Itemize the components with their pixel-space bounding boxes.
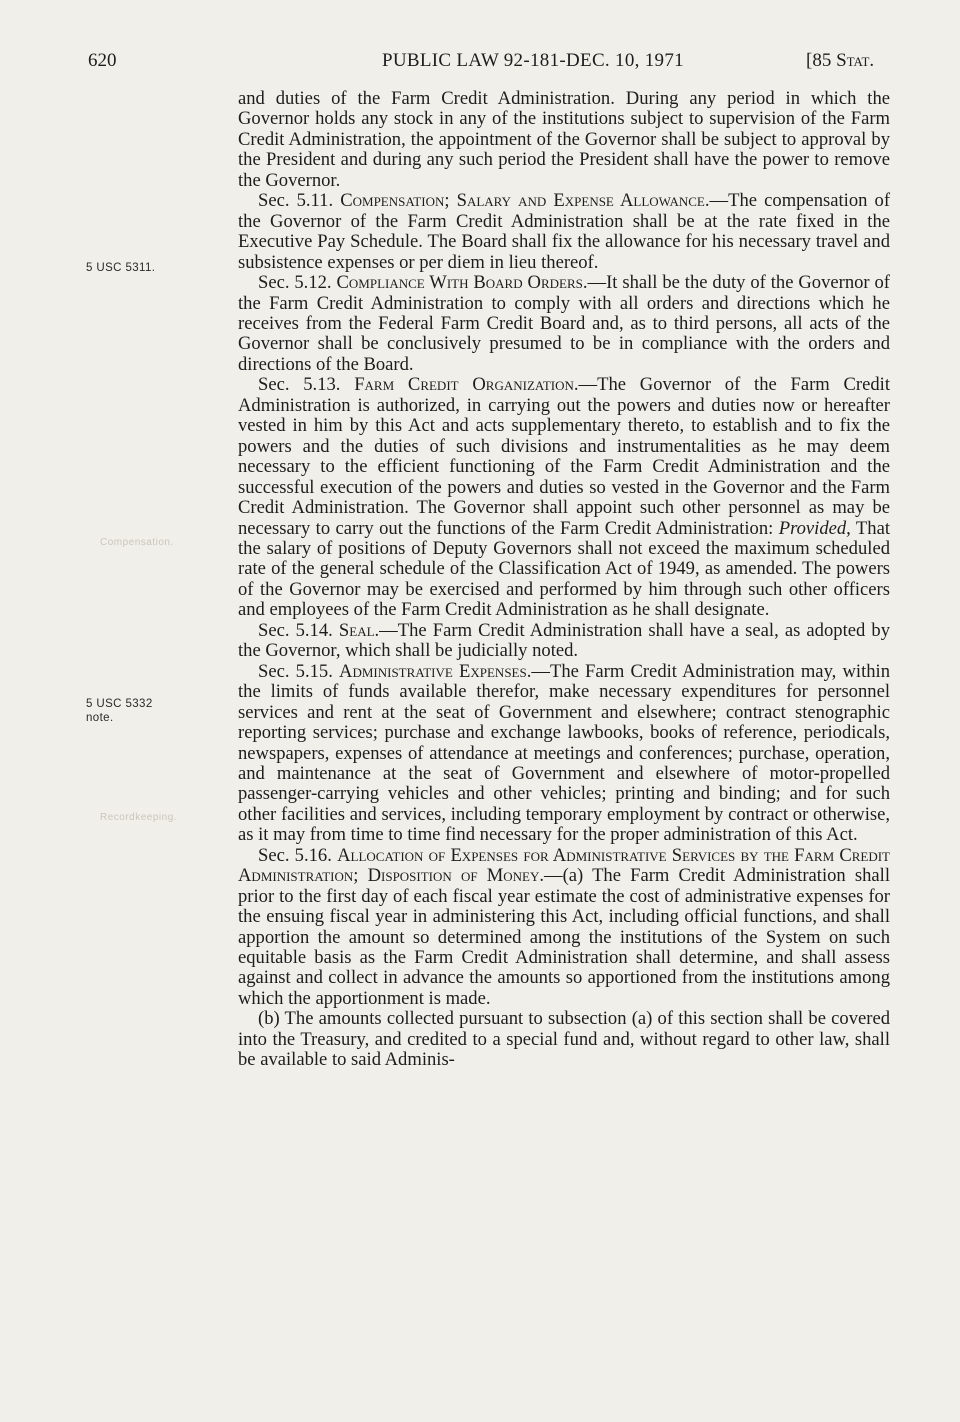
section-text: —(a) The Farm Credit Administration shall prior to the first day of each fiscal year estimate the cost of administrative expenses for the ensuing fiscal year in administering this Act, including official functions, and shall apportion the amount so determined among the institutions of the System on such equitable basis as the Farm Credit Administration shall determine, and shall assess against and collect in advance the amounts so apportioned from the institutions among which the apportionment is made. (238, 865, 891, 1009)
section-number: Sec. 5.14. (258, 619, 339, 641)
section-5-14 (238, 621, 890, 662)
bleed-through-note: Compensation. (100, 537, 174, 548)
statute-reference (806, 50, 874, 72)
statute-word: Stat. (836, 50, 875, 71)
section-5-16-b: (b) The amounts collected pursuant to subsection (a) of this section shall be covered into the Treasury, and credited to a special fund and, without regard to other law, shall be available to said Adminis- (238, 1008, 890, 1071)
margin-citation-5311: 5 USC 5311. (86, 262, 156, 274)
bleed-through-note: Recordkeeping. (100, 812, 178, 823)
provided-clause: Provided, (778, 517, 851, 539)
section-text: —The Governor of the Farm Credit Administration is authorized, in carrying out the powers and duties now or hereafter vested in him by this Act and acts supplementary thereto, to establish and to fix the powers and the duties of such divisions and instrumentalities as he may deem necessary to the efficient functioning of the Farm Credit Administration and the successful execution of the powers and duties so vested in the Governor and the Farm Credit Administration. The Governor shall appoint such other personnel as may be necessary to carry out the functions of the Farm Credit Administration: (238, 374, 890, 539)
section-text: That the salary of positions of Deputy Governors shall not exceed the maximum scheduled rate of the general schedule of the Classification Act of 1949, as amended. The powers of the Governor may be exercised and performed by him through such other officers and employees of the Farm Credit Administration as he shall designate. (238, 517, 890, 621)
margin-citation-line: 5 USC 5332 (86, 698, 153, 710)
section-5-11 (238, 191, 890, 273)
page-header (0, 50, 960, 78)
section-5-16 (238, 846, 890, 1010)
section-text: —It shall be the duty of the Governor of the Farm Credit Administration to comply with all orders and directions which he receives from the Federal Farm Credit Board and, as to third persons, all acts of the Governor shall be conclusively presumed to be in compliance with the orders and directions of the Board. (238, 272, 890, 375)
section-caption: Farm Credit Organization. (354, 374, 579, 396)
section-caption: Compliance With Board Orders. (336, 272, 588, 294)
section-5-12 (238, 273, 890, 375)
section-text: —The compensation of the Governor of the Farm Credit Administration shall be at the rate fixed in the Executive Pay Schedule. The Board shall fix the allowance for his necessary travel and subsistence expenses or per diem in lieu thereof. (238, 190, 891, 273)
section-caption: Seal. (338, 619, 380, 641)
statute-volume: [85 (806, 50, 837, 71)
paragraph-continuation: and duties of the Farm Credit Administration. During any period in which the Governor holds any stock in any of the institutions subject to supervision of the Farm Credit Administration, the appointment of the Governor shall be subject to approval by the President and during any such period the President shall have the power to remove the Governor. (238, 88, 890, 191)
section-number: Sec. 5.15. (258, 660, 340, 682)
section-caption: Administrative Expenses. (339, 660, 532, 682)
section-number: Sec. 5.12. (258, 272, 337, 294)
section-caption: Allocation of Expenses for Administrative Services by the Farm Credit Administration; Disposition of Money. (238, 844, 891, 887)
section-5-15 (238, 662, 890, 846)
section-5-13 (238, 375, 890, 620)
section-text: —The Farm Credit Administration may, within the limits of funds available therefor, make necessary expenditures for personnel services and rent at the seat of Government and elsewhere; contract stenographic reporting services; purchase and exchange lawbooks, books of reference, periodicals, newspapers, expenses of attendance at meetings and conferences; purchase, operation, and maintenance at the seat of Government and elsewhere of motor-propelled passenger-carrying vehicles and other vehicles; printing and binding; and for such other facilities and services, including temporary employment by contract or otherwise, as it may from time to time find necessary for the proper administration of this Act. (238, 660, 890, 846)
section-text: —The Farm Credit Administration shall have a seal, as adopted by the Governor, which shall be judicially noted. (238, 619, 890, 662)
section-caption: Compensation; Salary and Expense Allowance. (340, 190, 710, 212)
margin-citation-5332 (86, 697, 216, 725)
section-number: Sec. 5.11. (258, 190, 341, 212)
section-number: Sec. 5.13. (258, 374, 355, 396)
page-number: 620 (88, 50, 117, 71)
margin-citation-line: note. (86, 712, 114, 724)
running-title: PUBLIC LAW 92-181-DEC. 10, 1971 (382, 50, 684, 71)
document-body (238, 89, 890, 1071)
section-number: Sec. 5.16. (258, 844, 338, 866)
